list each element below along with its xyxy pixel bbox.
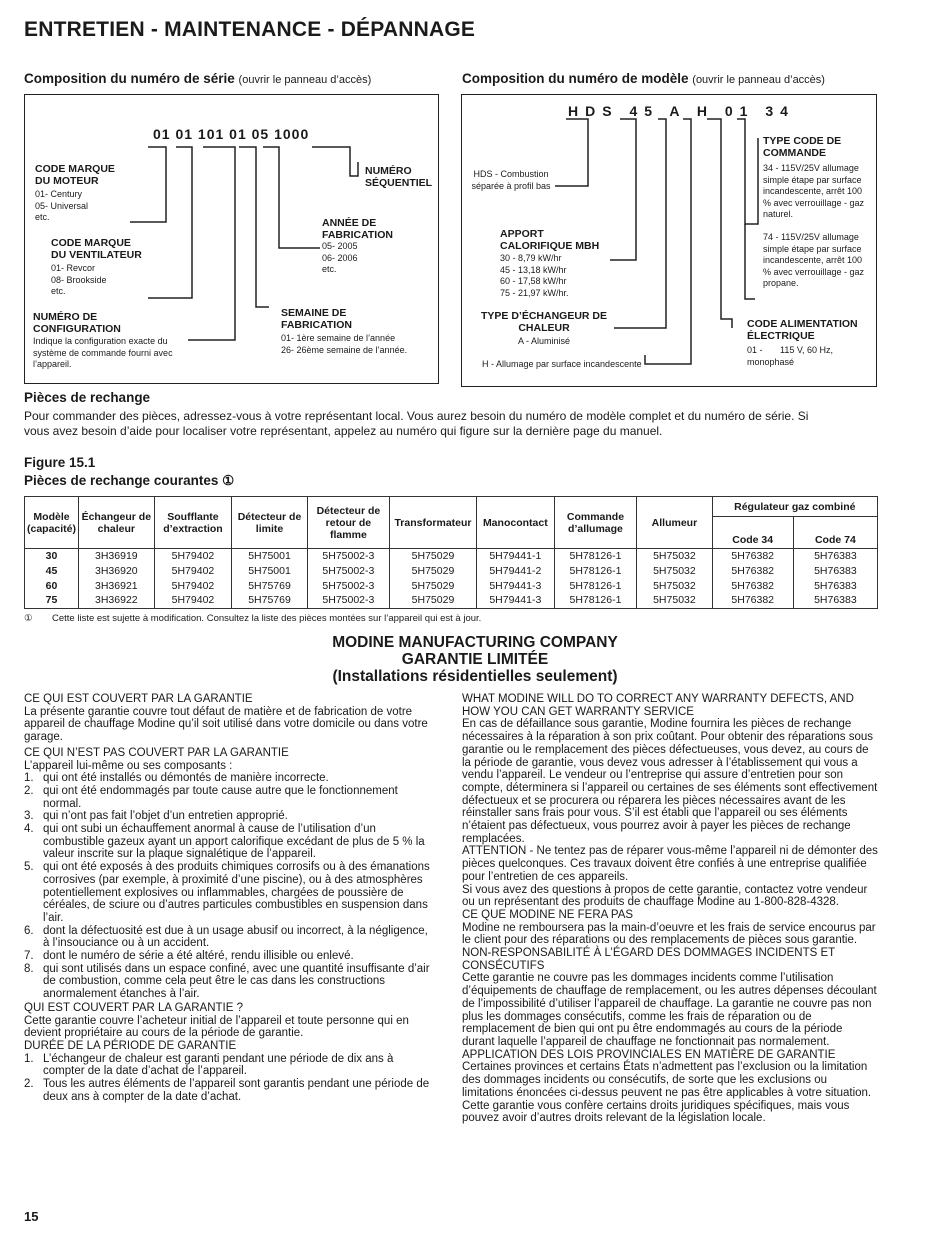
table-cell: 5H76382 bbox=[712, 594, 793, 609]
input-block bbox=[500, 228, 599, 252]
week-item: 26- 26ème semaine de l’année. bbox=[281, 344, 408, 355]
table-cell: 5H79441-2 bbox=[476, 564, 554, 579]
who-covered-heading: QUI EST COUVERT PAR LA GARANTIE ? bbox=[24, 1001, 243, 1014]
warranty-subtitle: (Installations résidentielles seulement) bbox=[332, 668, 618, 685]
table-cell: 5H75032 bbox=[637, 594, 712, 609]
input-item: 75 - 21,97 kW/hr. bbox=[500, 287, 569, 298]
input-item: 60 - 17,58 kW/hr bbox=[500, 276, 567, 286]
control-74-line: simple étape par surface bbox=[763, 243, 862, 254]
table-cell: 5H75032 bbox=[637, 564, 712, 579]
table-cell: 5H75032 bbox=[637, 549, 712, 564]
table-cell: 5H76383 bbox=[793, 579, 877, 594]
page-number: 15 bbox=[24, 1209, 39, 1224]
power-title-2: ÉLECTRIQUE bbox=[747, 330, 815, 342]
col-header: Commande d’allumage bbox=[554, 497, 637, 549]
list-item bbox=[24, 861, 436, 925]
control-74-line: propane. bbox=[763, 278, 799, 288]
provincial-heading: APPLICATION DES LOIS PROVINCIALES EN MATIÈRE DE GARANTIE bbox=[462, 1048, 836, 1061]
list-item bbox=[24, 1078, 436, 1103]
list-item-text: qui sont utilisés dans un espace confiné, avec une quantité insuffisante d’air de combustion, comme cela peut être le cas dans les constructions anormalement étanches à l’air. bbox=[43, 962, 430, 1001]
year-item: 05- 2005 bbox=[322, 241, 358, 251]
control-34-line: % avec verrouillage - gaz bbox=[763, 197, 865, 208]
parts-heading: Pièces de rechange bbox=[24, 390, 151, 405]
hx-title: TYPE D’ÉCHANGEUR DE bbox=[480, 310, 607, 322]
table-cell: 5H79441-3 bbox=[476, 579, 554, 594]
correct-defects-text: En cas de défaillance sous garantie, Modine fournira les pièces de rechange nécessaires à la réparation à son prix coûtant. Pour obtenir des réparations sous garantie ou le remplacement des pièces défectueuses, vous devez, au cours de la période de garantie, vous devez vous adresser à l’établissement qui vous a vendu l’appareil. Le vendeur ou l’entreprise qui assure d’entretien pour son compte, déterminera si l’appareil ou certaines de ses éléments sont effectivement défectueux et se procurera ou réparera les pièces nécessaires avant de les réinstaller sans frais pour vous. S’il est établi que l’appareil ou ses éléments n’étaient pas défectueux, vous pourrez avoir à payer les pièces de rechange remplacées. bbox=[462, 718, 878, 845]
model-diagram bbox=[461, 94, 877, 387]
motor-code-title-2: DU MOTEUR bbox=[35, 175, 99, 187]
table-cell: 5H76382 bbox=[712, 549, 793, 564]
table-cell: 5H78126-1 bbox=[554, 594, 637, 609]
week-item: 01- 1ère semaine de l’année bbox=[281, 333, 396, 343]
power-title: CODE ALIMENTATION bbox=[747, 318, 858, 330]
control-type-title-2: COMMANDE bbox=[763, 147, 826, 159]
table-cell: 5H75001 bbox=[232, 549, 307, 564]
col-header: Allumeur bbox=[637, 497, 712, 549]
table-cell: 5H75002-3 bbox=[307, 549, 389, 564]
hx-item: A - Aluminisé bbox=[517, 336, 571, 346]
serial-title-text: Composition du numéro de série bbox=[24, 71, 235, 86]
config-desc-line: Indique la configuration exacte du bbox=[33, 336, 168, 346]
list-item bbox=[24, 810, 436, 823]
not-covered-heading: CE QUI N’EST PAS COUVERT PAR LA GARANTIE bbox=[24, 746, 289, 759]
col-header: Manocontact bbox=[476, 497, 554, 549]
warranty-right-column bbox=[462, 693, 878, 1125]
list-item bbox=[24, 823, 436, 861]
table-cell: 5H76383 bbox=[793, 564, 877, 579]
col-header: Détecteur de limite bbox=[232, 497, 307, 549]
model-title-note: (ouvrir le panneau d’accès) bbox=[692, 74, 825, 86]
list-item-number: 5. bbox=[24, 861, 34, 874]
col-header: Régulateur gaz combiné bbox=[712, 497, 877, 517]
fan-code-item: etc. bbox=[51, 286, 66, 296]
config-desc bbox=[33, 336, 173, 371]
control-74-line: 74 - 115V/25V allumage bbox=[763, 232, 859, 242]
table-cell: 5H75002-3 bbox=[307, 594, 389, 609]
serial-title bbox=[24, 71, 371, 86]
control-type-title: TYPE CODE DE bbox=[763, 135, 842, 147]
provincial-text: Certaines provinces et certains États n’admettent pas l’exclusion ou la limitation des dommages incidents ou consécutifs, de sorte que les exclusions ou limitations énoncées ci-dessus peuvent ne pas être applicables à votre situation. bbox=[462, 1061, 872, 1099]
input-list bbox=[500, 253, 569, 299]
control-34-line: naturel. bbox=[763, 209, 794, 219]
sequential-title: NUMÉRO bbox=[365, 165, 412, 177]
list-item-number: 6. bbox=[24, 924, 34, 937]
table-cell: 5H75769 bbox=[232, 579, 307, 594]
table-row bbox=[25, 594, 878, 609]
table-cell: 5H75769 bbox=[232, 594, 307, 609]
year-title: ANNÉE DE bbox=[322, 217, 377, 229]
col-header: Transformateur bbox=[390, 497, 477, 549]
list-item-number: 3. bbox=[24, 810, 34, 823]
list-item-text: dont le numéro de série a été altéré, rendu illisible ou enlevé. bbox=[43, 950, 354, 963]
list-item-number: 2. bbox=[24, 1078, 34, 1091]
page-title: ENTRETIEN - MAINTENANCE - DÉPANNAGE bbox=[24, 18, 476, 41]
input-item: 30 - 8,79 kW/hr bbox=[500, 253, 562, 263]
list-item-text: L’échangeur de chaleur est garanti pendant une période de dix ans à compter de la date d’achat de l’appareil. bbox=[43, 1052, 394, 1078]
hds-line: HDS - Combustion bbox=[473, 169, 549, 179]
list-item-number: 4. bbox=[24, 823, 34, 836]
figure-label: Figure 15.1 bbox=[24, 455, 96, 470]
list-item bbox=[24, 950, 436, 963]
table-cell: 3H36922 bbox=[79, 594, 155, 609]
table-row bbox=[25, 549, 878, 564]
list-item bbox=[24, 785, 436, 810]
figure-title: Pièces de rechange courantes ① bbox=[24, 473, 235, 488]
model-cell: 45 bbox=[25, 564, 79, 579]
serial-number: 01 01 101 01 05 1000 bbox=[153, 126, 310, 142]
warranty-title: GARANTIE LIMITÉE bbox=[401, 651, 549, 668]
covered-heading: CE QUI EST COUVERT PAR LA GARANTIE bbox=[24, 693, 253, 705]
fan-code-title-2: DU VENTILATEUR bbox=[51, 249, 142, 261]
col-header: Échangeur de chaleur bbox=[79, 497, 155, 549]
model-number: HDS 45 A H 01 34 bbox=[568, 103, 795, 119]
table-cell: 5H75029 bbox=[390, 549, 477, 564]
sequential-block bbox=[365, 165, 432, 189]
table-cell: 5H76382 bbox=[712, 564, 793, 579]
attention-text: ATTENTION - Ne tentez pas de réparer vous-même l’appareil ni de démonter des pièces quelconques. Ces travaux doivent être confiés à une entreprise qualifiée pour l’entretien de ces appareils. bbox=[462, 845, 878, 883]
model-title-text: Composition du numéro de modèle bbox=[462, 71, 689, 86]
list-item bbox=[24, 772, 436, 785]
col-header: Détecteur de retour de flamme bbox=[307, 497, 389, 549]
table-cell: 5H76383 bbox=[793, 549, 877, 564]
table-cell: 5H79402 bbox=[154, 579, 232, 594]
table-row bbox=[25, 579, 878, 594]
sequential-title-2: SÉQUENTIEL bbox=[365, 177, 433, 189]
footnote-text: Cette liste est sujette à modification. Consultez la liste des pièces montées sur l’appareil qui est à jour. bbox=[52, 613, 482, 624]
footnote-mark: ① bbox=[24, 613, 33, 624]
serial-title-note: (ouvrir le panneau d’accès) bbox=[238, 74, 372, 86]
table-cell: 5H75029 bbox=[390, 564, 477, 579]
table-cell: 3H36919 bbox=[79, 549, 155, 564]
input-item: 45 - 13,18 kW/hr bbox=[500, 264, 567, 275]
year-item: etc. bbox=[322, 264, 337, 274]
table-cell: 3H36920 bbox=[79, 564, 155, 579]
motor-code-list bbox=[35, 189, 88, 224]
table-footnote bbox=[24, 613, 481, 625]
fan-code-block bbox=[51, 237, 142, 261]
list-item-text: qui ont été exposés à des produits chimiques corrosifs ou à des émanations corrosives (par exemple, à proximité d’une piscine), ou à des atmosphères potentiellement explosives ou inflammables, chargées de poussière de céréales, de sciure ou d’autres particules combustibles en suspension dans l’air. bbox=[43, 861, 430, 924]
hx-title-2: CHALEUR bbox=[518, 322, 570, 334]
list-item-number: 1. bbox=[24, 772, 34, 785]
motor-code-item: 05- Universal bbox=[35, 200, 89, 211]
warranty-company: MODINE MANUFACTURING COMPANY bbox=[332, 634, 618, 651]
table-cell: 3H36921 bbox=[79, 579, 155, 594]
list-item-text: qui ont subi un échauffement anormal à cause de l’utilisation d’un combustible gazeux ayant un apport calorifique excédant de plus de 5 % la valeur inscrite sur la plaque signalétique de l’appareil. bbox=[43, 823, 425, 861]
not-covered-list bbox=[24, 772, 436, 1001]
table-cell: 5H75029 bbox=[390, 579, 477, 594]
model-title bbox=[462, 71, 825, 86]
table-cell: 5H75002-3 bbox=[307, 579, 389, 594]
fan-code-item: 01- Revcor bbox=[51, 263, 96, 273]
col-header: Soufflante d’extraction bbox=[154, 497, 232, 549]
list-item bbox=[24, 1053, 436, 1078]
power-list bbox=[747, 345, 833, 368]
control-74-line: % avec verrouillage - gaz bbox=[763, 266, 865, 277]
questions-text: Si vous avez des questions à propos de cette garantie, contactez votre vendeur ou un représentant des produits de chauffage Modine au 1-800-828-4328. bbox=[462, 883, 868, 909]
config-desc-line: l’appareil. bbox=[33, 359, 72, 369]
model-cell: 30 bbox=[25, 549, 79, 564]
fan-code-title: CODE MARQUE bbox=[51, 237, 131, 249]
table-cell: 5H78126-1 bbox=[554, 579, 637, 594]
year-title-2: FABRICATION bbox=[322, 229, 393, 241]
who-covered-text: Cette garantie couvre l’acheteur initial de l’appareil et toute personne qui en devient propriétaire au cours de la période de garantie. bbox=[24, 1014, 409, 1040]
year-item: 06- 2006 bbox=[322, 252, 358, 263]
fan-code-list bbox=[51, 263, 107, 298]
year-list bbox=[322, 241, 358, 276]
will-not-text: Modine ne remboursera pas la main-d’oeuvre et les frais de service encourus par le client pour des réparations ou des remplacements de pièces sous garantie. bbox=[462, 921, 876, 947]
table-cell: 5H78126-1 bbox=[554, 564, 637, 579]
list-item-text: qui n’ont pas fait l’objet d’un entretien approprié. bbox=[43, 810, 288, 823]
list-item-number: 2. bbox=[24, 784, 34, 797]
list-item-text: dont la défectuosité est due à un usage abusif ou incorrect, à la négligence, à l’insouciance ou à un accident. bbox=[43, 924, 428, 950]
hds-block bbox=[468, 169, 554, 192]
ignition-line: H - Allumage par surface incandescente bbox=[482, 359, 642, 369]
motor-code-item: etc. bbox=[35, 212, 50, 222]
liability-text: Cette garantie ne couvre pas les dommages incidents comme l’utilisation d’équipements de chauffage de remplacement, ou les autres dépenses découlant de l’impossibilité d’utiliser l’appareil de chauffage. La garantie ne couvre pas non plus les dommages consécutifs, comme les frais de réparation ou de remplacement de bien qui ont pu être endommagés au cours de la période durant laquelle l’appareil de chauffage ne fonctionnait pas normalement. bbox=[462, 972, 877, 1048]
col-subheader: Code 74 bbox=[793, 517, 877, 549]
control-74-line: incandescente, arrêt 100 bbox=[763, 255, 863, 265]
control-type-block bbox=[763, 135, 841, 159]
motor-code-block bbox=[35, 163, 115, 187]
table-row bbox=[25, 564, 878, 579]
config-title-2: CONFIGURATION bbox=[33, 323, 121, 335]
power-item: monophasé bbox=[747, 356, 795, 367]
warranty-left-column bbox=[24, 693, 436, 1104]
col-header: Modèle (capacité) bbox=[25, 497, 79, 549]
power-block bbox=[747, 318, 858, 342]
list-item bbox=[24, 925, 436, 950]
liability-heading: NON-RESPONSABILITÉ À L’ÉGARD DES DOMMAGES INCIDENTS ET CONSÉCUTIFS bbox=[462, 947, 835, 972]
will-not-heading: CE QUE MODINE NE FERA PAS bbox=[462, 908, 634, 921]
col-subheader: Code 34 bbox=[712, 517, 793, 549]
control-74 bbox=[763, 232, 864, 290]
list-item-text: qui ont été installés ou démontés de manière incorrecte. bbox=[43, 772, 329, 785]
correct-defects-heading: WHAT MODINE WILL DO TO CORRECT ANY WARRANTY DEFECTS, AND HOW YOU CAN GET WARRANTY SERVICE bbox=[462, 693, 854, 718]
table-cell: 5H75001 bbox=[232, 564, 307, 579]
control-34-line: simple étape par surface bbox=[763, 174, 862, 185]
power-item: 01 - 115 V, 60 Hz, bbox=[747, 345, 834, 355]
fan-code-item: 08- Brookside bbox=[51, 274, 107, 285]
table-cell: 5H79441-3 bbox=[476, 594, 554, 609]
table-cell: 5H78126-1 bbox=[554, 549, 637, 564]
motor-code-item: 01- Century bbox=[35, 189, 83, 199]
model-cell: 60 bbox=[25, 579, 79, 594]
list-item-text: Tous les autres éléments de l’appareil sont garantis pendant une période de deux ans à compter de la date d’achat. bbox=[43, 1078, 430, 1103]
rights-text: Cette garantie vous confère certains droits juridiques spécifiques, mais vous pouvez avoir d’autres droits relevant de la législation locale. bbox=[462, 1099, 850, 1125]
list-item bbox=[24, 963, 436, 1001]
list-item-number: 7. bbox=[24, 950, 34, 963]
config-title: NUMÉRO DE bbox=[33, 311, 98, 323]
model-cell: 75 bbox=[25, 594, 79, 609]
serial-diagram bbox=[24, 94, 439, 384]
table-cell: 5H79402 bbox=[154, 564, 232, 579]
table-cell: 5H79441-1 bbox=[476, 549, 554, 564]
week-list bbox=[281, 333, 407, 356]
duration-heading: DURÉE DE LA PÉRIODE DE GARANTIE bbox=[24, 1039, 237, 1052]
list-item-number: 1. bbox=[24, 1052, 34, 1065]
not-covered-intro: L’appareil lui-même ou ses composants : bbox=[24, 759, 233, 772]
table-cell: 5H76382 bbox=[712, 579, 793, 594]
table-cell: 5H75029 bbox=[390, 594, 477, 609]
parts-text-2: vous avez besoin d’aide pour localiser votre représentant, appelez au numéro qui figure sur la dernière page du manuel. bbox=[24, 424, 663, 438]
config-block bbox=[33, 311, 121, 335]
input-title-2: CALORIFIQUE MBH bbox=[500, 240, 600, 252]
parts-table bbox=[24, 496, 878, 609]
list-item-text: qui ont été endommagés par toute cause autre que le fonctionnement normal. bbox=[43, 784, 398, 810]
config-desc-line: système de commande fourni avec bbox=[33, 347, 173, 358]
hx-block bbox=[474, 310, 614, 334]
hds-line: séparée à profil bas bbox=[471, 180, 551, 191]
control-34-line: 34 - 115V/25V allumage bbox=[763, 163, 859, 173]
week-block bbox=[281, 307, 352, 331]
table-cell: 5H75002-3 bbox=[307, 564, 389, 579]
year-block bbox=[322, 217, 393, 241]
table-cell: 5H75032 bbox=[637, 579, 712, 594]
table-cell: 5H79402 bbox=[154, 549, 232, 564]
week-title-2: FABRICATION bbox=[281, 319, 352, 331]
hx-list bbox=[474, 336, 614, 348]
table-cell: 5H76383 bbox=[793, 594, 877, 609]
week-title: SEMAINE DE bbox=[281, 307, 347, 319]
motor-code-title: CODE MARQUE bbox=[35, 163, 115, 175]
ignition-block bbox=[482, 359, 642, 371]
duration-list bbox=[24, 1053, 436, 1104]
input-title: APPORT bbox=[500, 228, 544, 240]
list-item-number: 8. bbox=[24, 962, 34, 975]
table-cell: 5H79402 bbox=[154, 594, 232, 609]
parts-text-1: Pour commander des pièces, adressez-vous à votre représentant local. Vous aurez besoin du numéro de modèle complet et du numéro de série. Si bbox=[24, 409, 809, 423]
control-34 bbox=[763, 163, 864, 221]
covered-text: La présente garantie couvre tout défaut de matière et de fabrication de votre appareil de chauffage Modine qu’il soit utilisé dans votre domicile ou dans votre garage. bbox=[24, 705, 428, 744]
control-34-line: incandescente, arrêt 100 bbox=[763, 186, 863, 196]
